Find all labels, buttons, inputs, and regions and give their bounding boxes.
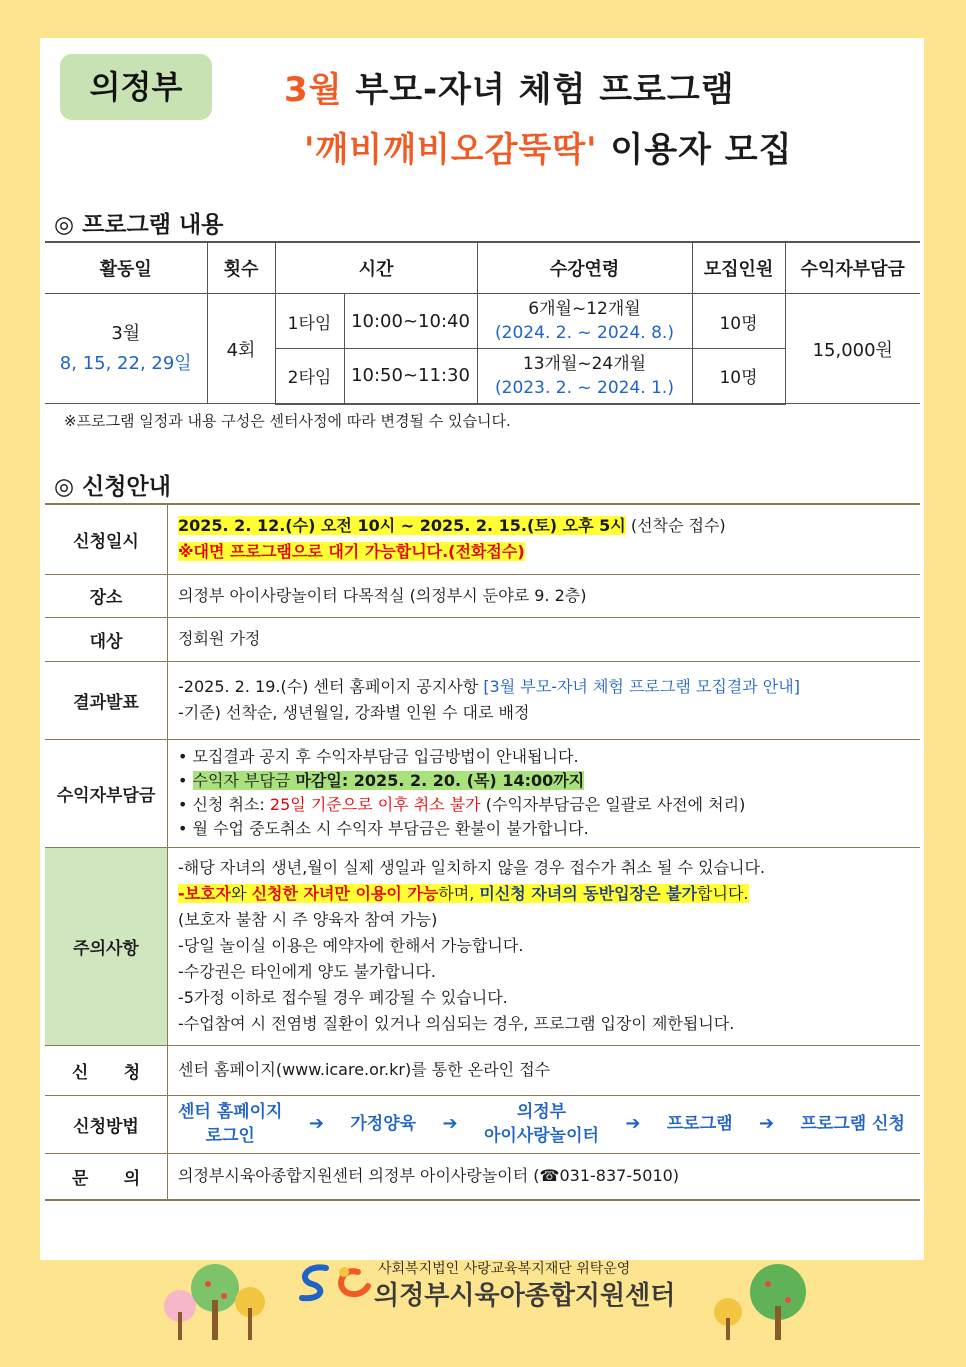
session-capacity: 10명 bbox=[692, 349, 785, 404]
caution-label: 주의사항 bbox=[45, 847, 168, 1045]
session-time: 10:50~11:30 bbox=[344, 349, 477, 404]
tree-illustration-right bbox=[708, 1262, 818, 1342]
arrow-icon: ➔ bbox=[625, 1113, 641, 1134]
fee-deadline: 마감일: 2025. 2. 20. (목) 14:00까지 bbox=[295, 771, 585, 790]
apply-section-heading: ◎ 신청안내 bbox=[54, 474, 171, 500]
program-table-header bbox=[45, 242, 920, 294]
col-header-fee: 수익자부담금 bbox=[785, 242, 920, 294]
caution-connector: 하며, bbox=[438, 884, 480, 903]
target-label: 대상 bbox=[45, 617, 168, 661]
caution-and: 와 bbox=[231, 884, 252, 903]
method-steps bbox=[168, 1095, 921, 1153]
place-value: 의정부 아이사랑놀이터 다목적실 (의정부시 둔야로 9. 2층) bbox=[168, 574, 921, 617]
program-name: '깨비깨비오감뚝딱' bbox=[304, 130, 598, 170]
info-row-fee bbox=[45, 739, 920, 847]
caution-no-sibling: 미신청 자녀의 동반입장은 불가 bbox=[479, 884, 698, 903]
cancel-label: • 신청 취소: bbox=[178, 795, 270, 814]
title-suffix: 이용자 모집 bbox=[610, 130, 793, 170]
tree-illustration-left bbox=[160, 1262, 270, 1342]
info-row-caution bbox=[45, 847, 920, 1045]
fee-deadline-label: 수익자 부담금 bbox=[192, 771, 296, 790]
session-slot: 1타임 bbox=[275, 294, 344, 349]
col-header-date: 활동일 bbox=[45, 242, 207, 294]
col-header-time: 시간 bbox=[275, 242, 477, 294]
poster-title-line1 bbox=[284, 62, 735, 111]
region-badge: 의정부 bbox=[60, 54, 212, 120]
session-capacity: 10명 bbox=[692, 294, 785, 349]
caution-applicant-only: 신청한 자녀만 이용이 가능 bbox=[251, 884, 439, 903]
info-row-target bbox=[45, 617, 920, 661]
fee-label: 수익자부담금 bbox=[45, 739, 168, 847]
title-program-type: 부모-자녀 체험 프로그램 bbox=[355, 70, 735, 110]
caution-end: 합니다. bbox=[697, 884, 749, 903]
activity-month: 3월 bbox=[111, 322, 141, 344]
poster-title-line2 bbox=[304, 122, 792, 171]
activity-dates: 8, 15, 22, 29일 bbox=[59, 352, 192, 374]
col-header-age: 수강연령 bbox=[477, 242, 692, 294]
footer-operator: 사회복지법인 사랑교육복지재단 위탁운영 bbox=[378, 1261, 631, 1277]
cancel-rule: 25일 기준으로 이후 취소 불가 bbox=[269, 795, 481, 814]
col-header-capacity: 모집인원 bbox=[692, 242, 785, 294]
fee-line-2 bbox=[178, 769, 919, 793]
info-row-contact bbox=[45, 1153, 920, 1200]
session-birth-range: (2024. 2. ~ 2024. 8.) bbox=[495, 323, 674, 343]
apply-label: 신 청 bbox=[45, 1045, 168, 1095]
session-age-cell bbox=[477, 349, 692, 404]
apply-value: 센터 홈페이지(www.icare.or.kr)를 통한 온라인 접수 bbox=[168, 1045, 921, 1095]
period-line bbox=[178, 513, 919, 539]
program-section-heading: ◎ 프로그램 내용 bbox=[54, 212, 224, 238]
result-line-2: -기준) 선착순, 생년월일, 강좌별 인원 수 대로 배정 bbox=[178, 703, 530, 722]
info-row-apply bbox=[45, 1045, 920, 1095]
session-age-cell bbox=[477, 294, 692, 349]
caution-content bbox=[168, 847, 921, 1045]
fee-content bbox=[168, 739, 921, 847]
period-content bbox=[168, 504, 921, 574]
center-logo-icon bbox=[296, 1262, 372, 1304]
period-note-line bbox=[178, 539, 919, 565]
session-row-1 bbox=[45, 294, 920, 349]
period-note: ※대면 프로그램으로 대기 가능합니다.(전화접수) bbox=[178, 542, 525, 562]
activity-dates-cell bbox=[45, 294, 207, 404]
caution-line-4: -당일 놀이실 이용은 예약자에 한해서 가능합니다. bbox=[178, 936, 524, 955]
caution-line-5: -수강권은 타인에게 양도 불가합니다. bbox=[178, 962, 436, 981]
method-flow bbox=[178, 1100, 919, 1148]
fee-line-1: • 모집결과 공지 후 수익자부담금 입금방법이 안내됩니다. bbox=[178, 747, 579, 766]
info-row-period bbox=[45, 504, 920, 574]
step-homepage-login: 센터 홈페이지 로그인 bbox=[178, 1102, 283, 1146]
period-label: 신청일시 bbox=[45, 504, 168, 574]
session-time: 10:00~10:40 bbox=[344, 294, 477, 349]
title-month: 3월 bbox=[284, 70, 343, 110]
arrow-icon: ➔ bbox=[442, 1113, 458, 1134]
fee-line-3 bbox=[178, 793, 919, 817]
caution-line-3: (보호자 불참 시 주 양육자 참여 가능) bbox=[178, 910, 438, 929]
contact-label: 문 의 bbox=[45, 1153, 168, 1200]
caution-line-7: -수업참여 시 전염병 질환이 있거나 의심되는 경우, 프로그램 입장이 제한됩니다. bbox=[178, 1014, 735, 1033]
info-row-method bbox=[45, 1095, 920, 1153]
method-label: 신청방법 bbox=[45, 1095, 168, 1153]
program-table bbox=[45, 241, 920, 405]
step-program-apply: 프로그램 신청 bbox=[800, 1114, 905, 1134]
apply-info-table bbox=[45, 503, 920, 1201]
fee-value: 15,000원 bbox=[785, 294, 920, 404]
caution-line-6: -5가정 이하로 접수될 경우 폐강될 수 있습니다. bbox=[178, 988, 508, 1007]
info-row-place bbox=[45, 574, 920, 617]
footer-center-name: 의정부시육아종합지원센터 bbox=[374, 1281, 676, 1311]
result-notice-link[interactable]: [3월 부모-자녀 체험 프로그램 모집결과 안내] bbox=[483, 677, 800, 696]
session-birth-range: (2023. 2. ~ 2024. 1.) bbox=[495, 377, 674, 398]
target-value: 정회원 가정 bbox=[168, 617, 921, 661]
caution-line-1: -해당 자녀의 생년,월이 실제 생일과 일치하지 않을 경우 접수가 취소 될 수 있습니다. bbox=[178, 858, 766, 877]
cancel-note: (수익자부담금은 일괄로 사전에 처리) bbox=[480, 795, 746, 814]
session-count: 4회 bbox=[207, 294, 275, 404]
session-age: 6개월~12개월 bbox=[528, 299, 641, 319]
caution-guardian: -보호자 bbox=[178, 884, 232, 903]
contact-value: 의정부시육아종합지원센터 의정부 아이사랑놀이터 (☎031-837-5010) bbox=[168, 1153, 921, 1200]
fee-bullet: • bbox=[178, 771, 193, 790]
arrow-icon: ➔ bbox=[308, 1113, 324, 1134]
period-suffix: (선착순 접수) bbox=[625, 516, 726, 536]
step-program: 프로그램 bbox=[666, 1114, 733, 1134]
result-line-1 bbox=[178, 674, 919, 700]
result-date: -2025. 2. 19.(수) 센터 홈페이지 공지사항 bbox=[178, 677, 484, 696]
step-home-parenting: 가정양육 bbox=[350, 1114, 417, 1134]
fee-line-4: • 월 수업 중도취소 시 수익자 부담금은 환불이 불가합니다. bbox=[178, 819, 589, 838]
result-content bbox=[168, 661, 921, 739]
session-age: 13개월~24개월 bbox=[522, 353, 647, 374]
arrow-icon: ➔ bbox=[758, 1113, 775, 1134]
step-playground: 의정부 아이사랑놀이터 bbox=[483, 1102, 599, 1146]
info-row-result bbox=[45, 661, 920, 739]
poster-sheet bbox=[40, 38, 924, 1260]
col-header-count: 횟수 bbox=[207, 242, 275, 294]
program-schedule-note: ※프로그램 일정과 내용 구성은 센터사정에 따라 변경될 수 있습니다. bbox=[64, 412, 511, 430]
period-dates: 2025. 2. 12.(수) 오전 10시 ~ 2025. 2. 15.(토) 오후 5시 bbox=[178, 516, 626, 536]
session-slot: 2타임 bbox=[275, 349, 344, 404]
result-label: 결과발표 bbox=[45, 661, 168, 739]
place-label: 장소 bbox=[45, 574, 168, 617]
caution-line-2 bbox=[178, 881, 919, 907]
